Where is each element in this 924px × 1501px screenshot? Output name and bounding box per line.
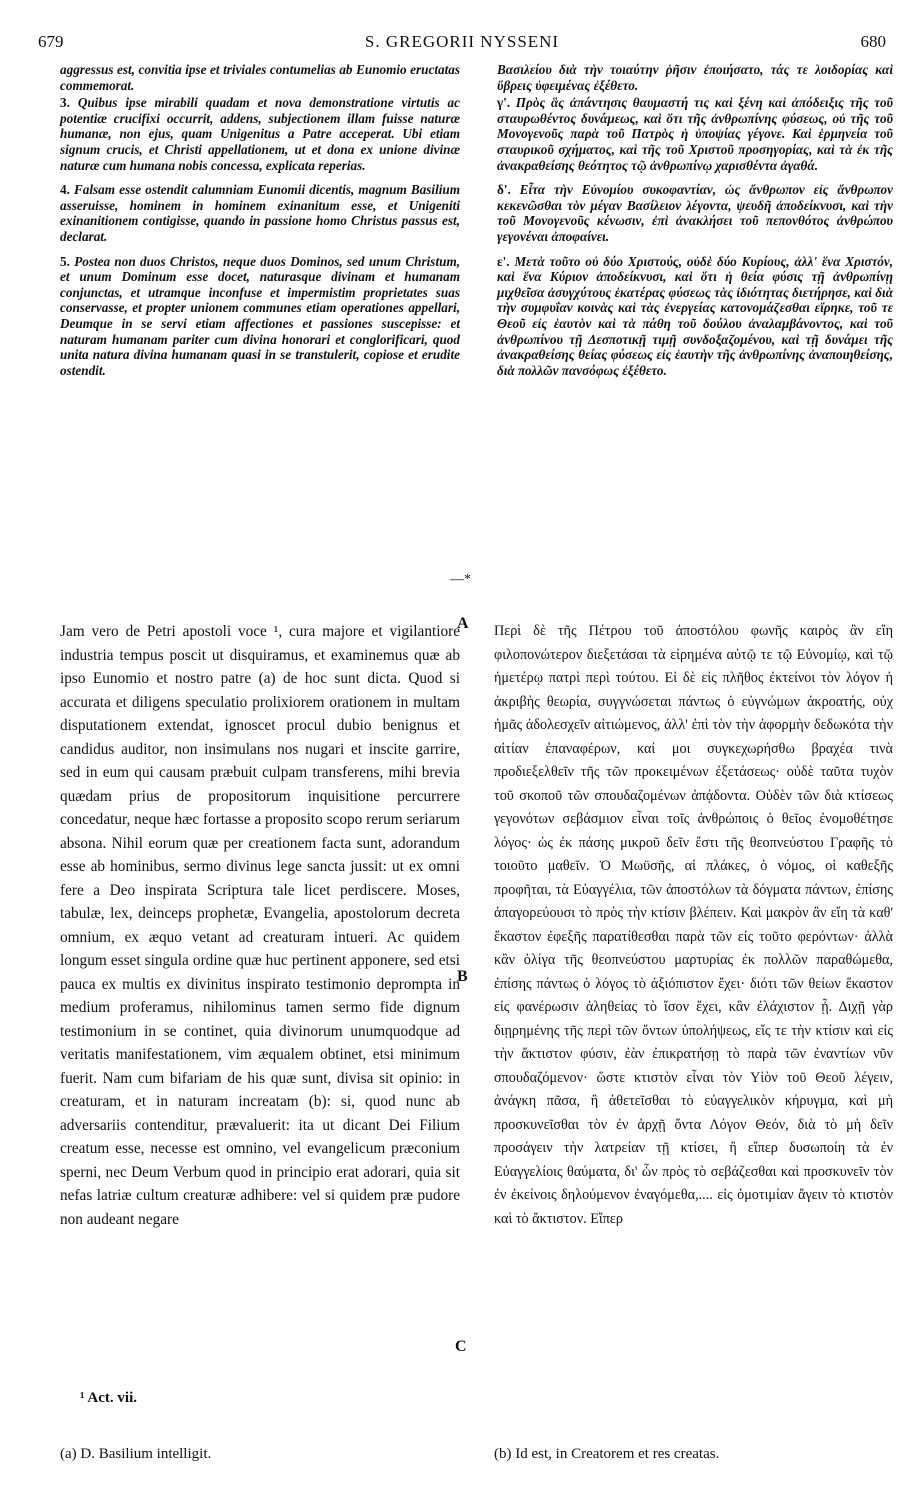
footnote-b: (b) Id est, in Creatorem et res creatas. (494, 1446, 720, 1462)
summary-item-text: Falsam esse ostendit calumniam Eunomii dicentis, magnum Basilium asseruisse, hominem in hominem exinanitum esse, et Unigeniti exinanitionem contigisse, quando in passione homo Christus passus est, declarat. (60, 182, 460, 244)
summary-item-text: Μετὰ τοῦτο οὐ δύο Χριστούς, οὐδὲ δύο Κυρίους, ἀλλ' ἕνα Χριστόν, καὶ ἕνα Κύριον ἀποδείκνυσι, καὶ ὅτι ἡ θεία φύσις τῇ ἀνθρωπίνῃ μιχθεῖσα ἀσυγχύτους ἑκατέρας φύσεως τὰς ἰδιότητας διετήρησε, καὶ διὰ τὴν συμφυΐαν κοινὰς καὶ τὰς ἐνεργείας κατονομάζεσθαι εἴρηκε, τοῦ τε Θεοῦ εἰς ἑαυτὸν καὶ τὰ πάθη τοῦ δούλου ἀναλαμβάνοντος, καὶ τοῦ ἀνθρωπίνου τῇ Δεσποτικῇ τιμῇ συνδοξαζομένου, καὶ τῇ δυνάμει τῆς ἀνακραθείσης θείας φύσεως εἰς ἑαυτὴν τῆς ἀνθρωπίνης ἀναποιηθείσης, διὰ πολλῶν πανσόφως ἐξέθετο. (497, 253, 893, 378)
running-title: S. GREGORII NYSSENI (364, 32, 560, 51)
summary-item-text: Εἶτα τὴν Εὐνομίου συκοφαντίαν, ὡς ἄνθρωπον εἰς ἄνθρωπον κεκενῶσθαι τὸν μέγαν Βασίλειον λέγοντα, ψευδῆ ἀποδείκνυσι, καὶ τὴν τοῦ Μονογενοῦς κένωσιν, ἐπὶ ἀνακλήσει τοῦ πεπονθότος ἀνθρώπου γεγονέναι ἀποφαίνει. (497, 182, 894, 244)
summary-item-text: Πρὸς ἃς ἀπάντησις θαυμαστή τις καὶ ξένη καὶ ἀπόδειξις τῆς τοῦ σταυρωθέντος δυνάμεως, καὶ ὅτι τῆς ἀνθρωπίνης φύσεως, οὐ τῆς τοῦ Μονογενοῦς παρὰ τοῦ Πατρὸς ἡ ὑποψίας γέγονε. Καὶ ἑρμηνεία τοῦ σταυρικοῦ σχήματος, καὶ τῆς τοῦ Χριστοῦ προσηγορίας, καὶ τὰ ἐκ τῆς ἀνακραθείσης θεότητος τῷ ἀνθρωπίνῳ χαρισθέντα ἀγαθά. (497, 95, 894, 173)
summary-item-number: δ'. (497, 182, 511, 198)
summary-item-text: Quibus ipse mirabili quadam et nova demonstratione virtutis ac potentiæ crucifixi occurrit, addens, subjectionem illam fuisse naturæ humanæ, non ejus, quam Unigenitus a Patre acceperat. Ubi etiam signum crucis, et Christi appellationem, ut et dona ex unione divinæ naturæ cum humana nobis concessa, explicata reperias. (60, 95, 460, 173)
summary-latin-column (60, 62, 460, 387)
summary-item-number: γ'. (497, 95, 511, 111)
body-latin-column (60, 620, 460, 1231)
margin-mark-a: A (457, 615, 469, 632)
summary-item-number: 4. (60, 182, 70, 198)
margin-mark-c: C (455, 1338, 467, 1355)
running-header (38, 32, 886, 54)
body-greek-column (494, 620, 893, 1231)
summary-latin-item (60, 182, 460, 244)
summary-latin-item (60, 254, 460, 379)
summary-greek-item (497, 95, 893, 173)
footnote-reference: ¹ Act. vii. (80, 1390, 137, 1406)
summary-item-text: Postea non duos Christos, neque duos Dominos, sed unum Christum, et unum Dominum esse docet, naturasque divinam et humanam conjunctas, et utramque inconfuse et impermistim proprietates suas conservasse, et propter unionem communes etiam operationes appellari, Deumque in se servi etiam affectiones et passiones suscepisse: et naturam humanam pariter cum divina honorari et conglorificari, quod unita natura divina humanam quasi in se transtulerit, copiose et erudite ostendit. (60, 253, 460, 378)
body-greek-text: Περὶ δὲ τῆς Πέτρου τοῦ ἀποστόλου φωνῆς καιρὸς ἂν εἴη φιλοπονώτερον διεξετάσαι τὰ εἰρημένα αὐτῷ τε τῷ Εὐνομίῳ, καὶ τῷ ἡμετέρῳ πατρὶ περὶ τούτου. Εἰ δὲ εἰς πλῆθος ἐκτείνοι τὸν λόγον ἡ ἀκριβὴς θεωρία, συγγνώσεται πάντως ὁ εὐγνώμων ἀκροατής, οὐχ ἡμᾶς ἀδολεσχεῖν αἰτιώμενος, ἀλλ' ἐπὶ τὸν τὴν ἀφορμὴν δεδωκότα τὴν αἰτίαν ἐπαναφέρων, καί μοι συγκεχωρήσθω βραχέα τινὰ προδιεξελθεῖν τῆς τῶν προκειμένων ἐξετάσεως· οὐδὲ ταῦτα τυχὸν τοῦ σκοποῦ τῶν σπουδαζομένων ἀπᾴδοντα. Οὐδὲν τῶν διὰ κτίσεως γεγονότων σεβάσμιον εἶναι τοῖς ἀνθρώποις ὁ θεῖος ἐνομοθέτησε λόγος· ὡς ἐκ πάσης μικροῦ δεῖν ἔστι τῆς θεοπνεύστου Γραφῆς τὸ τοιοῦτο μαθεῖν. Ὁ Μωϋσῆς, αἱ πλάκες, ὁ νόμος, οἱ καθεξῆς προφῆται, τὰ Εὐαγγέλια, τῶν ἀποστόλων τὰ δόγματα πάντων, ἐπίσης ἀπαγορεύουσι τὸ πρὸς τὴν κτίσιν βλέπειν. Καὶ μακρὸν ἂν εἴη τὰ καθ' ἕκαστον ἐφεξῆς παρατίθεσθαι παρὰ τῶν εἰς τοῦτο φερόντων· ἀλλὰ κἂν ὀλίγα τῆς θεοπνεύστου μαρτυρίας ἐκ πολλῶν παραθώμεθα, ἐπίσης πάντως ὁ λόγος τὸ ἀξιόπιστον ἔχει· διότι τῶν θείων ἕκαστον εἰς φανέρωσιν ἀληθείας τὸ ἴσον ἔχει, κἂν ἐλάχιστον ᾖ. Διχῇ γὰρ διῃρημένης τῆς περὶ τῶν ὄντων ὑπολήψεως, εἴς τε τὴν κτίσιν καὶ εἰς τὴν ἄκτιστον φύσιν, ἐὰν ἐπικρατήσῃ τὸ παρὰ τῶν ἐναντίων νῦν σπουδαζόμενον· ὥστε κτιστὸν εἶναι τὸν Υἱὸν τοῦ Θεοῦ λέγειν, ἀνάγκη πᾶσα, ἢ ἀθετεῖσθαι τὸ εὐαγγελικὸν κήρυγμα, καὶ μὴ προσκυνεῖσθαι τὸν ἐν ἀρχῇ ὄντα Λόγον Θεόν, διὰ τὸ μὴ δεῖν προσάγειν τὴν λατρείαν τῇ κτίσει, ἢ εἴπερ δυσωποίη τὰ ἐν Εὐαγγελίοις θαύματα, δι' ὧν πρὸς τὸ σεβάζεσθαι καὶ προσκυνεῖν τὸν ἐν ἐκείνοις δηλούμενον ἐναγόμεθα,.... εἰς ὁμοτιμίαν ἄγειν τὸ κτιστὸν καὶ τὸ ἄκτιστον. Εἴπερ (494, 623, 893, 1227)
summary-greek-item (497, 254, 893, 379)
summary-item-number: 3. (60, 95, 70, 111)
body-latin-text: Jam vero de Petri apostoli voce ¹, cura majore et vigilantiore industria tempus poscit ut disquiramus, et examinemus quæ ab ipso Eunomio et nostro patre (a) de hoc sunt dicta. Quod si accurata et diligens speculatio prolixiorem orationem in multam disputationem extendat, ignoscet procul dubio benignus et candidus auditor, non insimulans nos nugari et inscite garrire, sed in eum qui causam præbuit culpam transferens, mihi brevia quædam prius de propositorum inquisitione percurrere concedatur, neque hæc fortasse a proposito scopo rerum seriarum absona. Nihil eorum quæ per creationem facta sunt, adorandum esse ab hominibus, sermo divinus lege sancta jussit: ut ex omni fere a Deo inspirata Scriptura tale licet perdiscere. Moses, tabulæ, lex, deinceps prophetæ, Evangelia, apostolorum decreta omnium, ex æquo vetant ad creaturam intueri. Ac quidem longum esset singula ordine quæ huc pertinent apponere, sed etsi pauca ex multis ex divinitus inspirato testimonio deprompta in medium proferamus, nihilominus tamen sermo fide dignum testimonium in se continet, quia divinorum unumquodque ad veritatis manifestationem, vim æqualem obtinet, etsi minimum fuerit. Nam cum bifariam de his quæ sunt, divisa sit opinio: in creaturam, et in naturam increatam (b): si, quod nunc ab adversariis contenditur, prævaluerit: ita ut dicant Dei Filium creatum esse, necesse est omnino, vel evangelicum præconium sperni, nec Deum Verbum quod in principio erat adorari, quia sit nefas latriæ cultum creaturæ adhibere: vel si quidem præ pudore non audeant negare (60, 623, 460, 1228)
page-number-right: 680 (860, 32, 886, 51)
footnote-a: (a) D. Basilium intelligit. (60, 1446, 212, 1462)
page-number-left: 679 (38, 32, 64, 51)
summary-greek-continuation: Βασιλείου διὰ τὴν τοιαύτην ῥῆσιν ἐποιήσατο, τάς τε λοιδορίας καὶ ὕβρεις ὑφειμένας ἐξέθετο. (497, 62, 893, 93)
summary-latin-continuation: aggressus est, convitia ipse et triviales contumelias ab Eunomio eructatas commemorat. (60, 62, 460, 93)
summary-item-number: ε'. (497, 253, 510, 269)
summary-item-number: 5. (60, 253, 70, 269)
section-divider: —* (450, 572, 471, 587)
summary-latin-item (60, 95, 460, 173)
margin-mark-b: B (457, 968, 468, 985)
summary-greek-column (497, 62, 893, 387)
summary-greek-item (497, 182, 893, 244)
